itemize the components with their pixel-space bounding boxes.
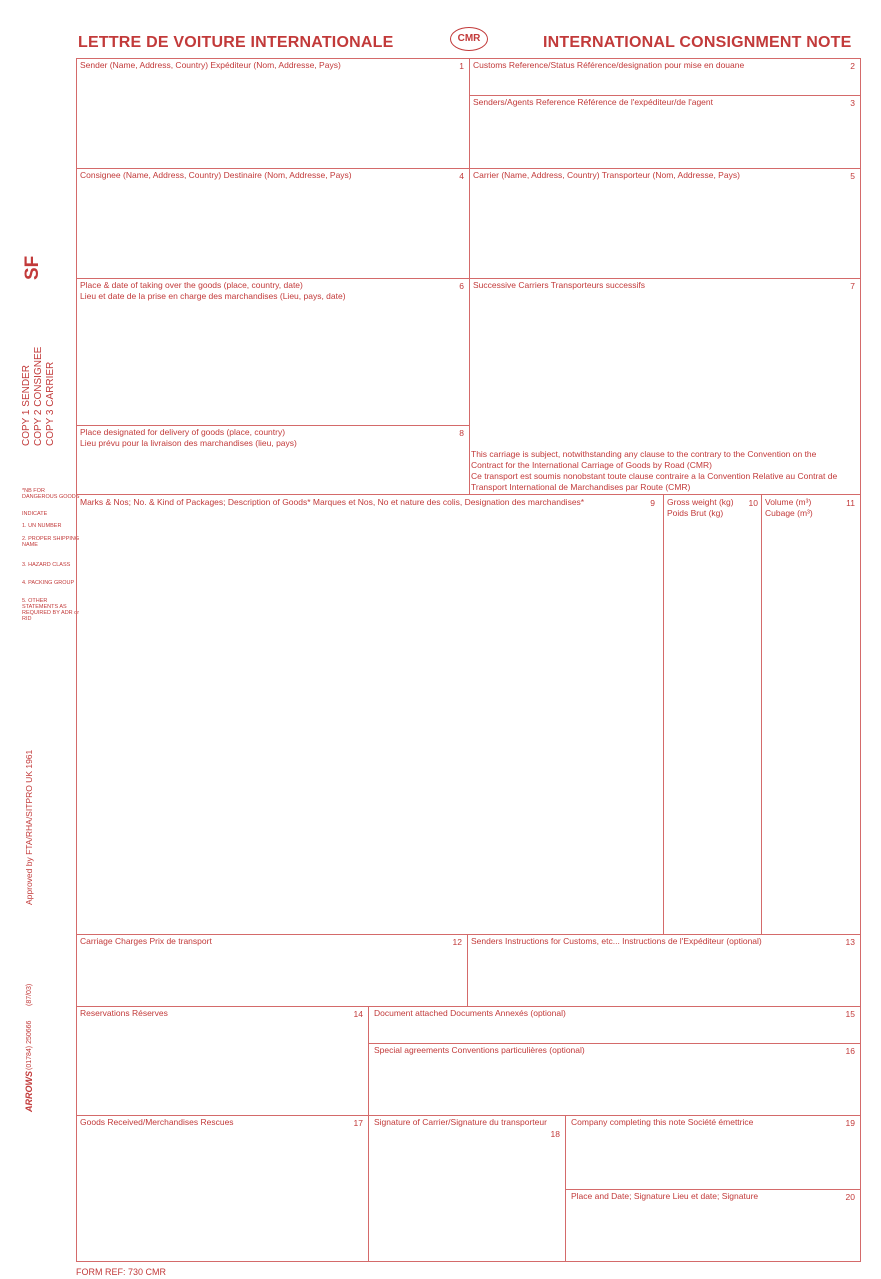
field-number: 14	[353, 1009, 363, 1019]
title-english: INTERNATIONAL CONSIGNMENT NOTE	[543, 34, 852, 51]
field-label: Reservations Réserves	[80, 1008, 168, 1018]
form-reference: FORM REF: 730 CMR	[76, 1267, 167, 1277]
cmr-badge: CMR	[450, 27, 488, 51]
field-label: Customs Reference/Status Référence/designation pour mise en douane	[473, 60, 745, 70]
dangerous-goods-item: 4. PACKING GROUP	[22, 580, 75, 586]
field-number: 1	[459, 61, 464, 71]
dangerous-goods-item: 5. OTHER STATEMENTS AS REQUIRED BY ADR or RID	[22, 598, 80, 622]
field-successive-carriers[interactable]	[469, 278, 861, 495]
dangerous-goods-note: *NB FOR DANGEROUS GOODS	[22, 488, 80, 500]
field-documents-attached[interactable]	[368, 1006, 861, 1044]
convention-note-english: This carriage is subject, notwithstanding any clause to the contrary to the Convention on the Contract for the International Carriage of Goods by Road (CMR)	[471, 449, 817, 470]
field-label: Consignee (Name, Address, Country) Destinaire (Nom, Addresse, Pays)	[80, 170, 352, 180]
field-label-french: Lieu et date de la prise en charge des marchandises (Lieu, pays, date)	[80, 291, 346, 301]
field-reservations[interactable]	[76, 1006, 369, 1116]
copy-2-label: COPY 2 CONSIGNEE	[33, 346, 44, 446]
approval-note: Approved by FTA/RHA/SITPRO UK 1961	[24, 749, 34, 905]
field-special-agreements[interactable]	[368, 1043, 861, 1116]
field-number: 18	[550, 1129, 560, 1139]
field-place-delivery[interactable]	[76, 425, 470, 495]
field-number: 2	[850, 61, 855, 71]
field-number: 7	[850, 281, 855, 291]
field-carriage-charges[interactable]	[76, 934, 468, 1007]
field-place-date-signature[interactable]	[565, 1189, 861, 1262]
field-label: Gross weight (kg)	[667, 497, 734, 507]
field-carrier[interactable]	[469, 168, 861, 279]
field-label: Volume (m³)	[765, 497, 812, 507]
field-label: Special agreements Conventions particulières (optional)	[374, 1045, 585, 1055]
dangerous-goods-item: 3. HAZARD CLASS	[22, 562, 71, 568]
printer-logo: ARROWS	[24, 1071, 34, 1112]
field-label: Successive Carriers Transporteurs successifs	[473, 280, 645, 290]
field-label: Senders Instructions for Customs, etc... Instructions de l'Expéditeur (optional)	[471, 936, 762, 946]
field-label: Place and Date; Signature Lieu et date; Signature	[571, 1191, 759, 1201]
field-label: Document attached Documents Annexés (optional)	[374, 1008, 566, 1018]
field-number: 4	[459, 171, 464, 181]
printer-phone: (01784) 250666	[26, 1020, 33, 1070]
dangerous-goods-item: 2. PROPER SHIPPING NAME	[22, 536, 80, 548]
field-number: 20	[845, 1192, 855, 1202]
field-label-french: Poids Brut (kg)	[667, 508, 724, 518]
field-number: 3	[850, 98, 855, 108]
field-number: 12	[452, 937, 462, 947]
field-goods-description[interactable]	[76, 494, 664, 935]
field-customs-reference[interactable]	[469, 58, 861, 96]
field-label: Place & date of taking over the goods (place, country, date)	[80, 280, 303, 290]
field-label: Marks & Nos; No. & Kind of Packages; Description of Goods* Marques et Nos, No et nature des colis, Designation des marchandises*	[80, 497, 585, 507]
field-gross-weight[interactable]	[663, 494, 762, 935]
field-place-taking-over[interactable]	[76, 278, 470, 426]
field-company-completing[interactable]	[565, 1115, 861, 1190]
field-number: 6	[459, 281, 464, 291]
field-number: 13	[845, 937, 855, 947]
field-number: 15	[845, 1009, 855, 1019]
dangerous-goods-indicate: INDICATE	[22, 511, 48, 517]
field-label: Sender (Name, Address, Country) Expéditeur (Nom, Addresse, Pays)	[80, 60, 341, 70]
field-label: Company completing this note Société émettrice	[571, 1117, 754, 1127]
convention-note-french: Ce transport est soumis nonobstant toute clause contraire a la Convention Relative au Contrat de Transport International de Marchandises par Route (CMR)	[471, 471, 838, 492]
field-number: 11	[846, 498, 855, 508]
field-label-french: Lieu prévu pour la livraison des marchandises (lieu, pays)	[80, 438, 297, 448]
field-number: 5	[850, 171, 855, 181]
field-senders-instructions[interactable]	[467, 934, 861, 1007]
field-label-french: Cubage (m³)	[765, 508, 813, 518]
form-code: SF	[22, 255, 43, 280]
field-label: Senders/Agents Reference Référence de l'expéditeur/de l'agent	[473, 97, 713, 107]
dangerous-goods-item: 1. UN NUMBER	[22, 523, 62, 529]
title-french: LETTRE DE VOITURE INTERNATIONALE	[78, 34, 394, 51]
field-carrier-signature[interactable]	[368, 1115, 566, 1262]
copy-3-label: COPY 3 CARRIER	[45, 361, 56, 446]
field-number: 19	[845, 1118, 855, 1128]
field-number: 10	[748, 498, 758, 508]
field-consignee[interactable]	[76, 168, 470, 279]
field-number: 16	[845, 1046, 855, 1056]
copy-1-label: COPY 1 SENDER	[21, 365, 32, 446]
field-goods-received[interactable]	[76, 1115, 369, 1262]
field-senders-agents-reference[interactable]	[469, 95, 861, 169]
field-number: 17	[353, 1118, 363, 1128]
field-number: 9	[650, 498, 655, 508]
field-label: Signature of Carrier/Signature du transporteur	[374, 1117, 547, 1127]
field-label: Goods Received/Merchandises Rescues	[80, 1117, 234, 1127]
field-number: 8	[459, 428, 464, 438]
field-label: Carriage Charges Prix de transport	[80, 936, 212, 946]
field-label: Carrier (Name, Address, Country) Transporteur (Nom, Addresse, Pays)	[473, 170, 740, 180]
field-sender[interactable]	[76, 58, 470, 169]
field-volume[interactable]	[761, 494, 861, 935]
field-label: Place designated for delivery of goods (place, country)	[80, 427, 286, 437]
print-code: (87/03)	[26, 983, 33, 1006]
